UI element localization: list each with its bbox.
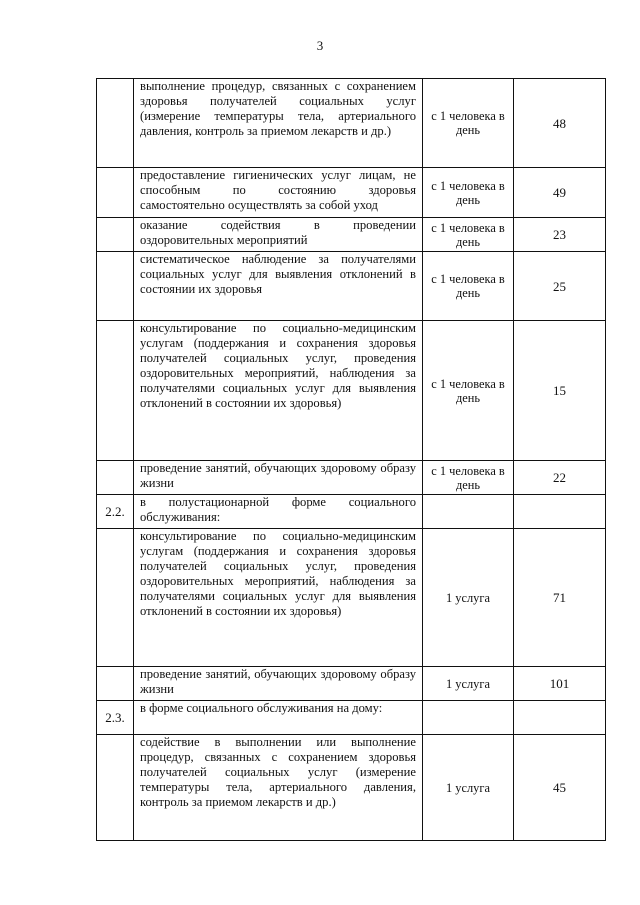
row-description-cell bbox=[134, 529, 423, 667]
row-unit: с 1 человека в день bbox=[431, 463, 505, 492]
row-unit: с 1 человека в день bbox=[431, 178, 505, 207]
row-description-cell bbox=[134, 495, 423, 529]
row-description: проведение занятий, обучающих здоровому образу жизни bbox=[140, 667, 416, 696]
row-unit: с 1 человека в день bbox=[431, 376, 505, 405]
row-unit: с 1 человека в день bbox=[431, 220, 505, 249]
row-unit-cell bbox=[423, 735, 514, 841]
row-unit-cell bbox=[423, 701, 514, 735]
row-description-cell bbox=[134, 252, 423, 321]
row-value-cell bbox=[514, 218, 606, 252]
row-value: 45 bbox=[553, 780, 566, 795]
row-description: предоставление гигиенических услуг лицам, не способным по состоянию здоровья самостоятельно осуществлять за собой уход bbox=[140, 168, 416, 212]
row-unit-cell bbox=[423, 218, 514, 252]
table-row bbox=[97, 321, 606, 461]
row-value-cell bbox=[514, 252, 606, 321]
row-description-cell bbox=[134, 321, 423, 461]
row-unit: с 1 человека в день bbox=[431, 109, 505, 137]
table-row bbox=[97, 79, 606, 168]
row-description: в форме социального обслуживания на дому: bbox=[140, 701, 383, 715]
table-row bbox=[97, 667, 606, 701]
row-description: в полустационарной форме социального обслуживания: bbox=[140, 495, 416, 524]
row-description: консультирование по социально-медицинским услугам (поддержания и сохранения здоровья получателей социальных услуг, проведения оздоровительных мероприятий, наблюдения за получателями социальных услуг для выявления отклонений в состоянии их здоровья) bbox=[140, 529, 416, 618]
row-description: выполнение процедур, связанных с сохранением здоровья получателей социальных услуг (измерение температуры тела, артериального давления, контроль за приемом лекарств и др.) bbox=[140, 79, 416, 138]
row-unit-cell bbox=[423, 529, 514, 667]
row-unit: с 1 человека в день bbox=[431, 272, 505, 300]
row-value-cell bbox=[514, 168, 606, 218]
row-unit-cell bbox=[423, 321, 514, 461]
table-row bbox=[97, 461, 606, 495]
row-description: содействие в выполнении или выполнение процедур, связанных с сохранением здоровья получателей социальных услуг (измерение температуры тела, артериального давления, контроль за приемом лекарств и др.) bbox=[140, 735, 416, 809]
row-number-cell bbox=[97, 461, 134, 495]
row-description-cell bbox=[134, 79, 423, 168]
row-description: консультирование по социально-медицинским услугам (поддержания и сохранения здоровья получателей социальных услуг, проведения оздоровительных мероприятий, наблюдения за получателями социальных услуг для выявления отклонений в состоянии их здоровья) bbox=[140, 321, 416, 410]
row-unit-cell bbox=[423, 252, 514, 321]
row-value: 23 bbox=[553, 227, 566, 242]
row-number-cell bbox=[97, 79, 134, 168]
row-description: оказание содействия в проведении оздоровительных мероприятий bbox=[140, 218, 416, 247]
row-description-cell bbox=[134, 735, 423, 841]
row-value: 101 bbox=[549, 676, 570, 691]
row-value-cell bbox=[514, 701, 606, 735]
table-row bbox=[97, 218, 606, 252]
row-number-cell bbox=[97, 321, 134, 461]
row-number-cell bbox=[97, 529, 134, 667]
services-table-body bbox=[97, 79, 606, 841]
row-unit-cell bbox=[423, 495, 514, 529]
row-unit: 1 услуга bbox=[446, 676, 490, 691]
row-value-cell bbox=[514, 461, 606, 495]
row-unit: 1 услуга bbox=[446, 780, 490, 795]
row-number: 2.3. bbox=[105, 710, 125, 725]
row-number-cell bbox=[97, 735, 134, 841]
row-number-cell bbox=[97, 168, 134, 218]
row-value: 25 bbox=[553, 278, 566, 294]
row-description-cell bbox=[134, 701, 423, 735]
table-row bbox=[97, 168, 606, 218]
row-value: 71 bbox=[553, 590, 566, 605]
row-description-cell bbox=[134, 667, 423, 701]
table-row bbox=[97, 735, 606, 841]
row-unit-cell bbox=[423, 667, 514, 701]
row-description: систематическое наблюдение за получателями социальных услуг для выявления отклонений в состоянии их здоровья bbox=[140, 252, 416, 296]
row-number-cell bbox=[97, 667, 134, 701]
row-number-cell bbox=[97, 218, 134, 252]
row-value-cell bbox=[514, 529, 606, 667]
row-description-cell bbox=[134, 218, 423, 252]
row-value: 22 bbox=[553, 470, 566, 485]
services-table bbox=[96, 78, 606, 841]
table-row bbox=[97, 529, 606, 667]
table-row bbox=[97, 495, 606, 529]
row-value: 15 bbox=[553, 383, 566, 398]
row-number: 2.2. bbox=[105, 504, 125, 519]
row-value-cell bbox=[514, 495, 606, 529]
row-unit-cell bbox=[423, 168, 514, 218]
row-value: 48 bbox=[553, 115, 566, 131]
row-description-cell bbox=[134, 168, 423, 218]
row-value-cell bbox=[514, 321, 606, 461]
row-unit-cell bbox=[423, 79, 514, 168]
row-value-cell bbox=[514, 79, 606, 168]
table-row bbox=[97, 252, 606, 321]
row-unit-cell bbox=[423, 461, 514, 495]
row-number-cell bbox=[97, 495, 134, 529]
row-value-cell bbox=[514, 667, 606, 701]
row-value-cell bbox=[514, 735, 606, 841]
page-number: 3 bbox=[316, 38, 324, 53]
row-number-cell bbox=[97, 701, 134, 735]
row-number-cell bbox=[97, 252, 134, 321]
row-value: 49 bbox=[553, 185, 566, 200]
row-description-cell bbox=[134, 461, 423, 495]
table-row bbox=[97, 701, 606, 735]
row-description: проведение занятий, обучающих здоровому образу жизни bbox=[140, 461, 416, 490]
row-unit: 1 услуга bbox=[446, 590, 490, 605]
